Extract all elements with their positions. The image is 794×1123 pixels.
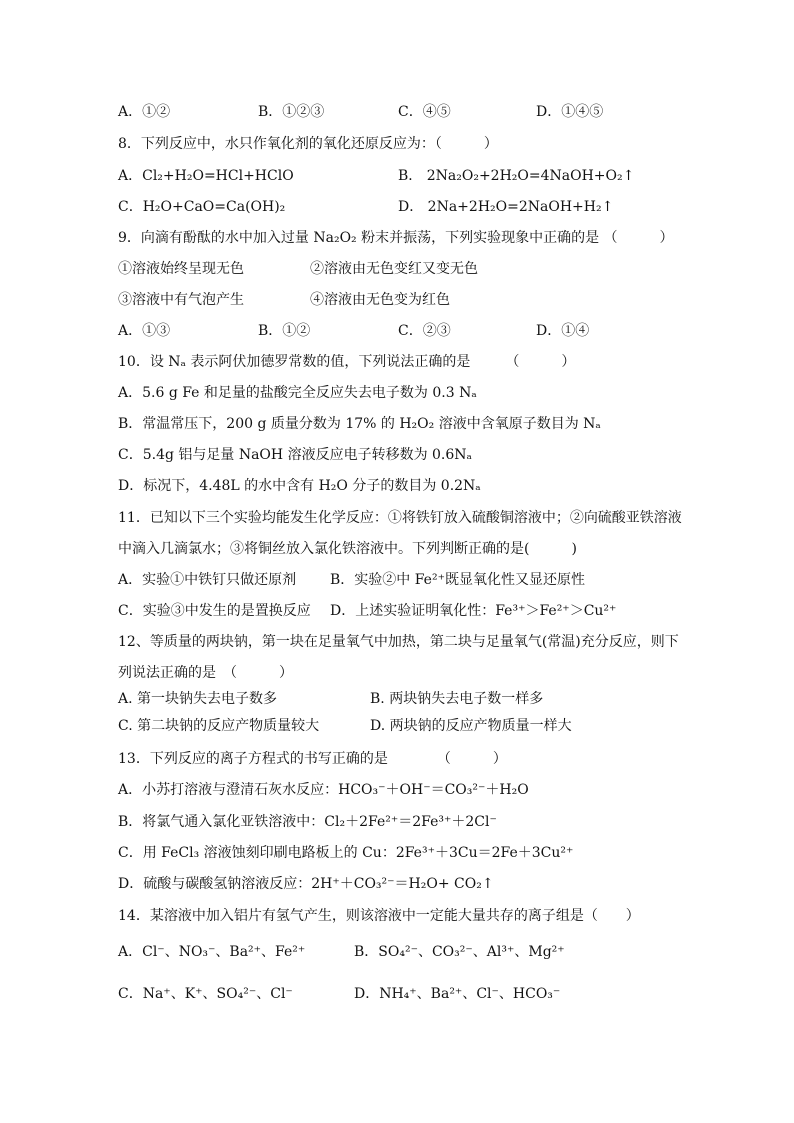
q13-option-d: D．硫酸与碳酸氢钠溶液反应：2H⁺＋CO₃²⁻＝H₂O+ CO₂↑: [118, 876, 494, 892]
q7-option-d: D．①④⑤: [536, 104, 604, 120]
q12-stem-line-2: 列说法正确的是 （ ）: [118, 665, 293, 681]
q10-option-a: A．5.6 g Fe 和足量的盐酸完全反应失去电子数为 0.3 Nₐ: [118, 385, 477, 401]
q8-option-a: A．Cl₂+H₂O=HCl+HClO: [118, 168, 294, 184]
q12-option-c: C. 第二块钠的反应产物质量较大: [118, 718, 320, 734]
q11-option-b: B．实验②中 Fe²⁺既显氧化性又显还原性: [330, 572, 585, 588]
q9-option-c: C．②③: [398, 323, 451, 339]
q13-option-c: C．用 FeCl₃ 溶液蚀刻印刷电路板上的 Cu：2Fe³⁺＋3Cu＝2Fe＋3Cu²⁺: [118, 845, 574, 861]
q11-stem-line-2: 中滴入几滴氯水；③将铜丝放入氯化铁溶液中。下列判断正确的是( ): [118, 541, 577, 557]
q13-option-b: B．将氯气通入氯化亚铁溶液中：Cl₂＋2Fe²⁺＝2Fe³⁺＋2Cl⁻: [118, 814, 497, 830]
q10-option-c: C．5.4g 铝与足量 NaOH 溶液反应电子转移数为 0.6Nₐ: [118, 447, 472, 463]
q14-option-a: A．Cl⁻、NO₃⁻、Ba²⁺、Fe²⁺: [118, 944, 306, 960]
q8-stem: 8．下列反应中，水只作氧化剂的氧化还原反应为：（ ）: [118, 136, 498, 152]
q14-option-b: B．SO₄²⁻、CO₃²⁻、Al³⁺、Mg²⁺: [354, 944, 565, 960]
q9-option-b: B．①②: [258, 323, 311, 339]
q7-option-c: C．④⑤: [398, 104, 451, 120]
q13-stem: 13．下列反应的离子方程式的书写正确的是 （ ）: [118, 751, 507, 767]
q12-option-d: D. 两块钠的反应产物质量一样大: [370, 718, 572, 734]
q8-option-c: C．H₂O+CaO=Ca(OH)₂: [118, 199, 286, 215]
q11-option-a: A．实验①中铁钉只做还原剂: [118, 572, 297, 588]
q9-option-d: D．①④: [536, 323, 590, 339]
q11-option-d: D．上述实验证明氧化性：Fe³⁺＞Fe²⁺＞Cu²⁺: [330, 603, 617, 619]
q9-item-2: ②溶液由无色变红又变无色: [310, 261, 478, 277]
q9-option-a: A．①③: [118, 323, 171, 339]
q11-option-c: C．实验③中发生的是置换反应: [118, 603, 311, 619]
q12-option-b: B. 两块钠失去电子数一样多: [370, 691, 544, 707]
q14-stem: 14．某溶液中加入铝片有氢气产生，则该溶液中一定能大量共存的离子组是（ ）: [118, 908, 640, 924]
q9-item-4: ④溶液由无色变为红色: [310, 292, 450, 308]
q12-stem-line-1: 12、等质量的两块钠，第一块在足量氧气中加热，第二块与足量氧气(常温)充分反应，则下: [118, 634, 679, 650]
q11-stem-line-1: 11．已知以下三个实验均能发生化学反应：①将铁钉放入硫酸铜溶液中；②向硫酸亚铁溶液: [118, 510, 682, 526]
q14-option-c: C．Na⁺、K⁺、SO₄²⁻、Cl⁻: [118, 986, 293, 1002]
q7-option-b: B．①②③: [258, 104, 325, 120]
q13-option-a: A．小苏打溶液与澄清石灰水反应：HCO₃⁻＋OH⁻＝CO₃²⁻＋H₂O: [118, 782, 529, 798]
q10-option-d: D．标况下，4.48L 的水中含有 H₂O 分子的数目为 0.2Nₐ: [118, 478, 481, 494]
q14-option-d: D．NH₄⁺、Ba²⁺、Cl⁻、HCO₃⁻: [354, 986, 561, 1002]
q10-option-b: B．常温常压下，200 g 质量分数为 17% 的 H₂O₂ 溶液中含氧原子数目为 Nₐ: [118, 416, 601, 432]
q10-stem: 10．设 Nₐ 表示阿伏加德罗常数的值，下列说法正确的是 （ ）: [118, 354, 576, 370]
q9-item-1: ①溶液始终呈现无色: [118, 261, 244, 277]
q7-option-a: A．①②: [118, 104, 171, 120]
q8-option-d: D． 2Na+2H₂O=2NaOH+H₂↑: [398, 199, 614, 215]
q12-option-a: A. 第一块钠失去电子数多: [118, 691, 278, 707]
q8-option-b: B． 2Na₂O₂+2H₂O=4NaOH+O₂↑: [398, 168, 635, 184]
q9-item-3: ③溶液中有气泡产生: [118, 292, 244, 308]
q9-stem: 9．向滴有酚酞的水中加入过量 Na₂O₂ 粉末并振荡，下列实验现象中正确的是 （ ）: [118, 230, 674, 246]
